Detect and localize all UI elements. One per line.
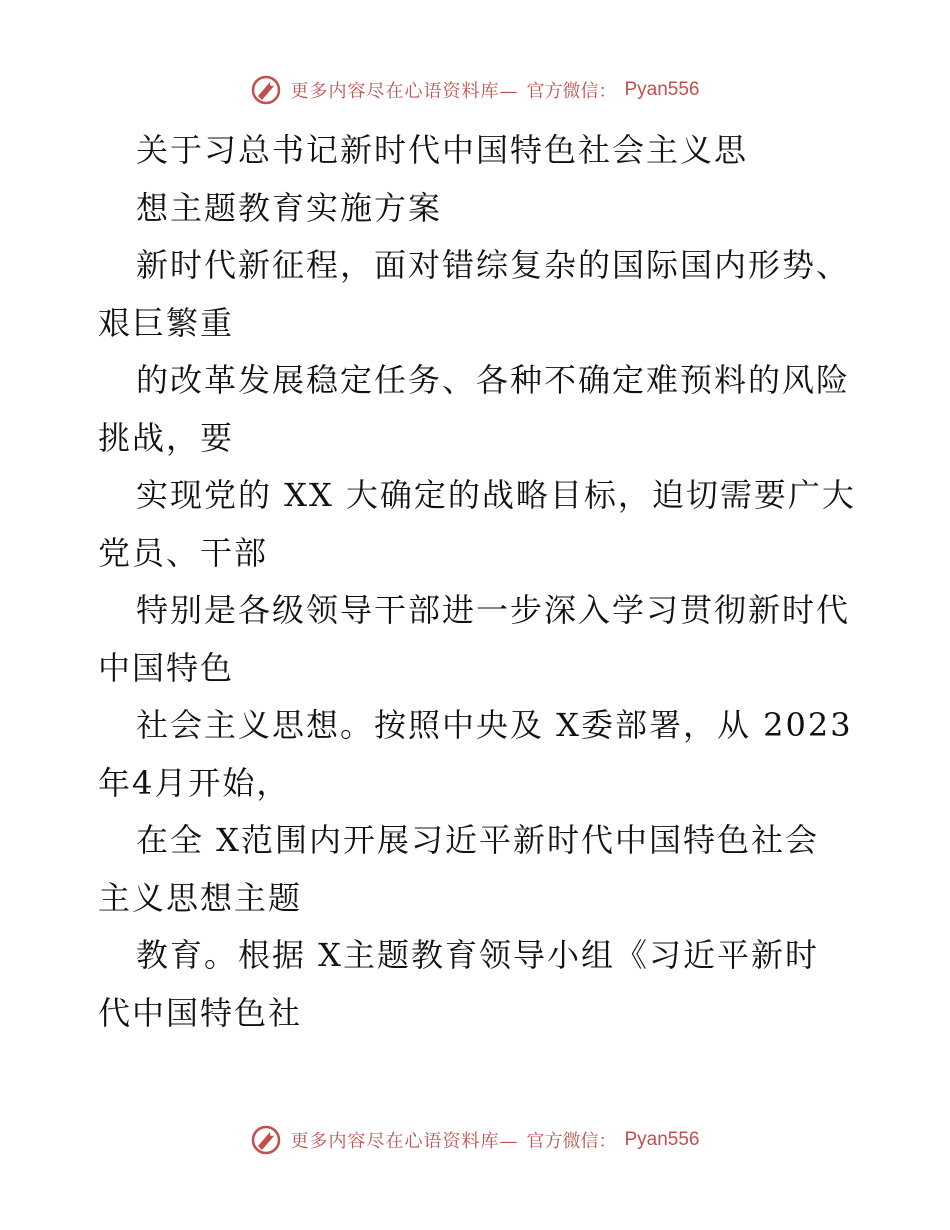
body-line: 中国特色 [98, 648, 235, 687]
body-line: 艰巨繁重 [98, 303, 235, 342]
body-line: 年4月开始， [98, 763, 291, 802]
title-line-1: 关于习总书记新时代中国特色社会主义思 [136, 131, 749, 169]
watermark-wechat-label: 官方微信： [526, 1131, 617, 1152]
watermark-wechat-label: 官方微信： [526, 81, 617, 102]
body-line: 的改革发展稳定任务、各种不确定难预料的风险 [136, 361, 851, 399]
body-line: 实现党的 XX 大确定的战略目标，迫切需要广大 [136, 476, 856, 514]
body-line: 新时代新征程，面对错综复杂的国际国内形势、 [136, 246, 851, 284]
watermark-wechat-id: Pyan556 [624, 79, 700, 100]
watermark-wechat-id: Pyan556 [624, 1129, 700, 1150]
body-line: 社会主义思想。按照中央及 X委部署，从 2023 [136, 706, 853, 744]
body-line: 代中国特色社 [98, 993, 303, 1032]
body-line: 教育。根据 X主题教育领导小组《习近平新时 [136, 936, 819, 974]
watermark-text: 更多内容尽在心语资料库— [290, 1131, 519, 1152]
header-watermark [0, 72, 950, 108]
brand-logo-icon [250, 74, 282, 106]
body-line: 特别是各级领导干部进一步深入学习贯彻新时代 [136, 591, 851, 629]
brand-logo-icon [250, 1124, 282, 1156]
body-line: 在全 X范围内开展习近平新时代中国特色社会 [136, 821, 819, 859]
document-body [98, 122, 858, 1042]
watermark-text: 更多内容尽在心语资料库— [290, 81, 519, 102]
footer-watermark [0, 1122, 950, 1158]
body-line: 主义思想主题 [98, 878, 303, 917]
body-line: 挑战，要 [98, 418, 235, 457]
body-line: 党员、干部 [98, 533, 269, 572]
title-line-2: 想主题教育实施方案 [136, 188, 443, 227]
